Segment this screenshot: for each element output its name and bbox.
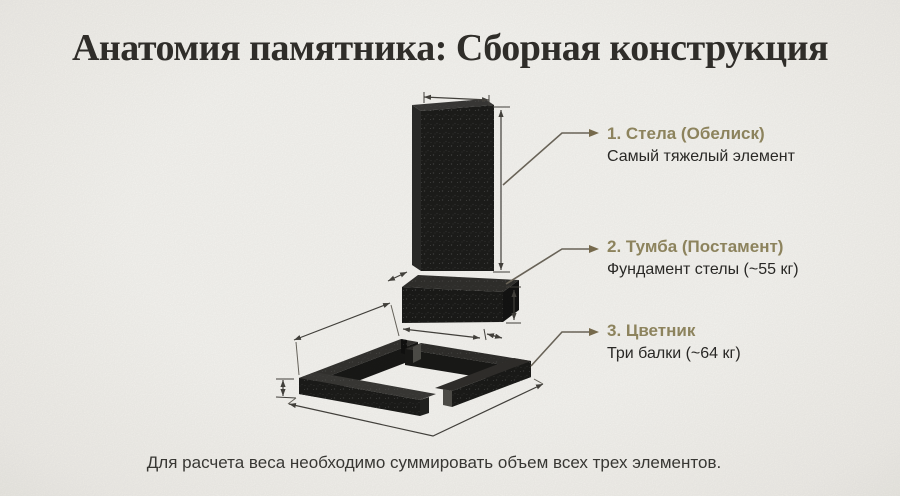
callout-stele xyxy=(607,124,795,166)
callout-pedestal-heading: 2. Тумба (Постамент) xyxy=(607,237,784,256)
callout-pedestal-description: Фундамент стелы (~55 кг) xyxy=(607,261,799,278)
callout-stele-heading: 1. Стела (Обелиск) xyxy=(607,124,765,143)
monument-stele xyxy=(412,99,494,271)
callout-flowerbed xyxy=(607,321,741,363)
leader-arrow-stele xyxy=(503,133,589,185)
leader-arrow-pedestal xyxy=(506,249,589,284)
footer-note: Для расчета веса необходимо суммировать объем всех трех элементов. xyxy=(146,453,722,472)
callout-flowerbed-description: Три балки (~64 кг) xyxy=(607,345,741,362)
page-title: Анатомия памятника: Сборная конструкция xyxy=(71,27,829,69)
monument-flowerbed xyxy=(299,339,531,416)
callout-stele-description: Самый тяжелый элемент xyxy=(607,148,795,165)
callout-flowerbed-heading: 3. Цветник xyxy=(607,321,696,340)
leader-lines xyxy=(503,133,589,366)
callout-pedestal xyxy=(607,237,799,279)
monument-pedestal xyxy=(402,275,519,323)
leader-arrow-flowerbed xyxy=(531,332,589,366)
